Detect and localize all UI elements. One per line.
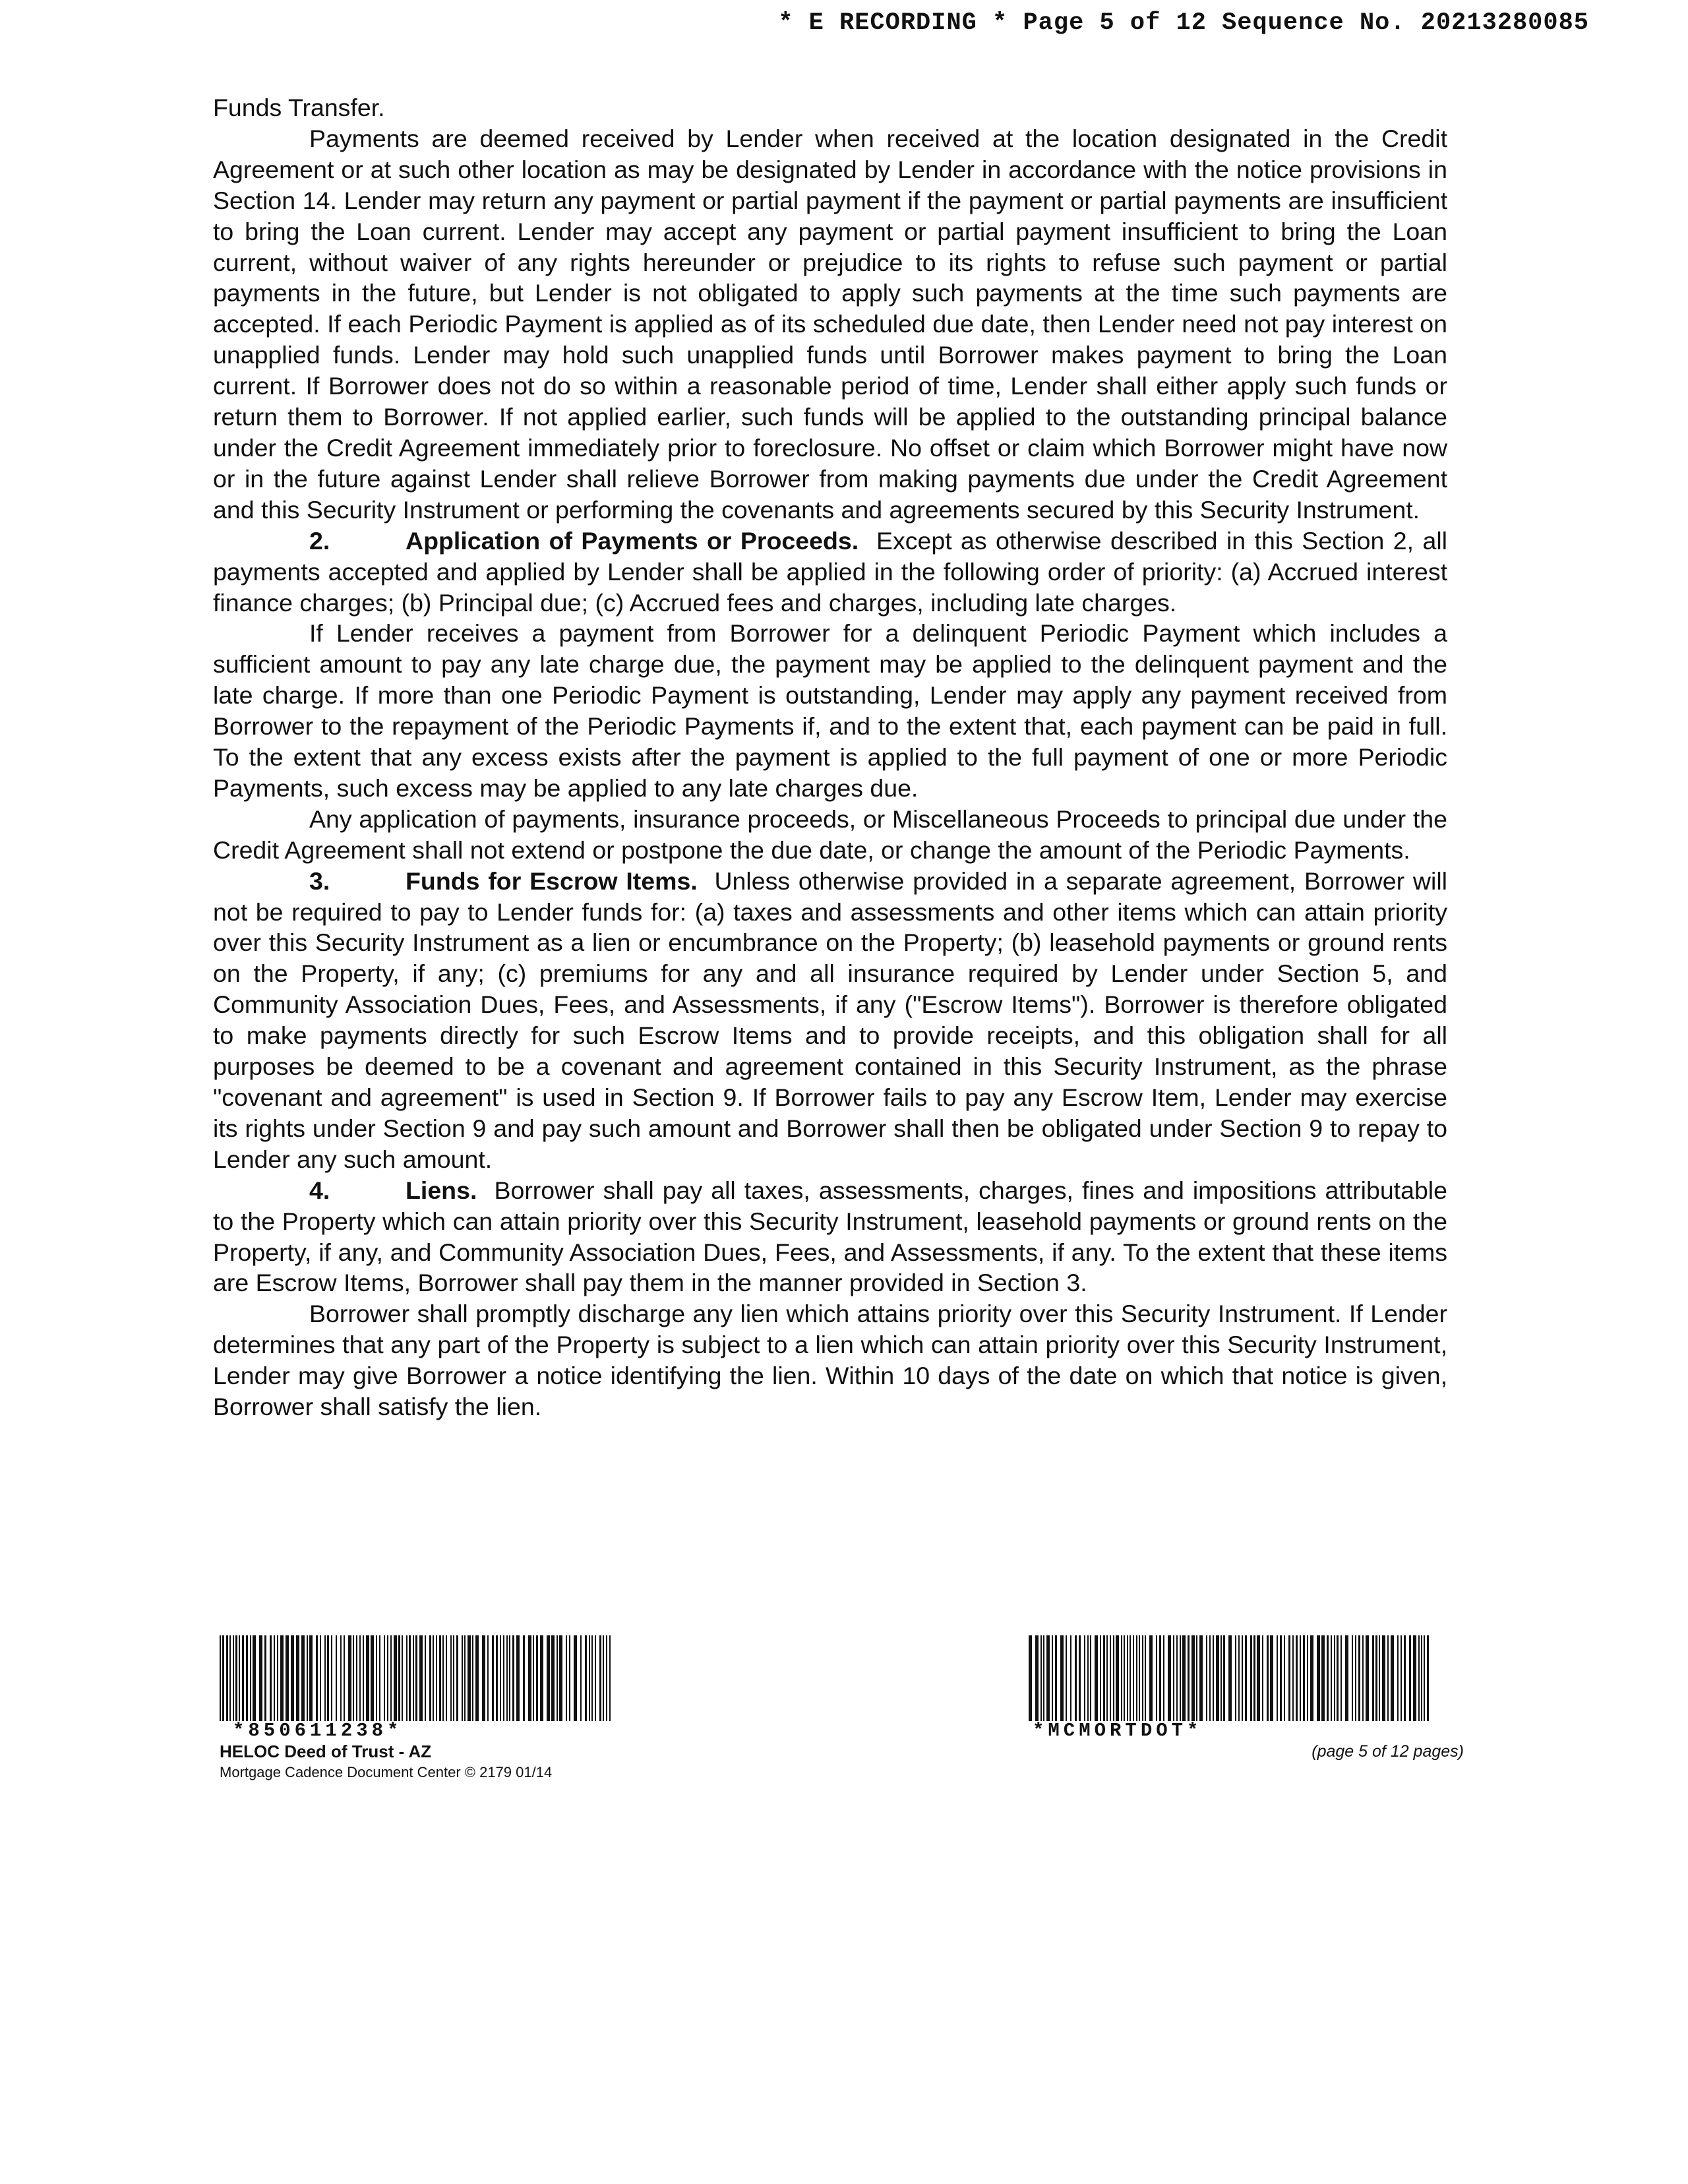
barcode-bar: [1223, 1635, 1225, 1721]
barcode-bar: [1079, 1635, 1081, 1721]
barcode-bar: [467, 1635, 471, 1721]
paragraph-funds-transfer: Funds Transfer.: [213, 94, 385, 121]
barcode-bar: [340, 1635, 342, 1721]
barcode-bar: [1250, 1635, 1252, 1721]
barcode-bar: [1066, 1635, 1067, 1721]
page-note: (page 5 of 12 pages): [1311, 1742, 1464, 1761]
barcode-bar: [402, 1635, 403, 1721]
barcode-bar: [1216, 1635, 1219, 1721]
barcode-bar: [1397, 1635, 1399, 1721]
barcode-bar: [1209, 1635, 1211, 1721]
barcode-bar: [320, 1635, 321, 1721]
barcode-bar: [1173, 1635, 1174, 1721]
barcode-bar: [419, 1635, 423, 1721]
barcode-bar: [1084, 1635, 1085, 1721]
barcode-bar: [1235, 1635, 1236, 1721]
barcode-bar: [1103, 1635, 1105, 1721]
barcode-bar: [1245, 1635, 1247, 1721]
barcode-bar: [229, 1635, 231, 1721]
barcode-bar: [406, 1635, 407, 1721]
barcode-bar: [569, 1635, 570, 1721]
barcode-bar: [1142, 1635, 1143, 1721]
barcode-bar: [1424, 1635, 1425, 1721]
barcode-bar: [1095, 1635, 1098, 1721]
barcode-bar: [506, 1635, 508, 1721]
barcode-bar: [398, 1635, 400, 1721]
recording-header: * E RECORDING * Page 5 of 12 Sequence No. 20213280085: [778, 9, 1589, 37]
barcode-bar: [1355, 1635, 1356, 1721]
barcode-bar: [242, 1635, 244, 1721]
barcode-bar: [1345, 1635, 1348, 1721]
barcode-bar: [239, 1635, 240, 1721]
barcode-bar: [1163, 1635, 1164, 1721]
barcode-bar: [1280, 1635, 1282, 1721]
barcode-bar: [536, 1635, 538, 1721]
section-text: Except as otherwise described in this Section 2, all payments accepted and applied by Lender shall be applied in the following order of priority: (a) Accrued interest finance charges; (b) Principal due; (c) Accrued fees and charges, including late charges.: [213, 526, 1447, 617]
paragraph-lien-discharge: Borrower shall promptly discharge any lien which attains priority over this Security Instrument. If Lender determines that any part of the Property is subject to a lien which can attain priority over this Security Instrument, Lender may give Borrower a notice identifying the lien. Within 10 days of the date on which that notice is given, Borrower shall satisfy the lien.: [213, 1300, 1447, 1421]
barcode-bar: [1136, 1635, 1137, 1721]
barcode-bar: [1382, 1635, 1385, 1721]
barcode-bar: [1176, 1635, 1178, 1721]
barcode-bar: [1228, 1635, 1232, 1721]
form-title: HELOC Deed of Trust - AZ: [220, 1742, 432, 1761]
barcode-bar: [1358, 1635, 1360, 1721]
barcode-bar: [413, 1635, 414, 1721]
barcode-bar: [1168, 1635, 1171, 1721]
barcode-bar: [1060, 1635, 1064, 1721]
section-number: 4.: [309, 1176, 330, 1204]
document-body: [213, 92, 1447, 1422]
barcode-bar: [366, 1635, 369, 1721]
barcode-bar: [1321, 1635, 1325, 1721]
barcode-bar: [286, 1635, 289, 1721]
barcode-bar: [291, 1635, 294, 1721]
barcode-bar: [1127, 1635, 1128, 1721]
barcode-bar: [1401, 1635, 1402, 1721]
barcode-bar: [1341, 1635, 1342, 1721]
barcode-bar: [1375, 1635, 1377, 1721]
barcode-bar: [348, 1635, 351, 1721]
barcode-bar: [1139, 1635, 1140, 1721]
barcode-bar: [609, 1635, 611, 1721]
barcode-bar: [1267, 1635, 1269, 1721]
barcode-bar: [472, 1635, 473, 1721]
barcode-bar: [353, 1635, 354, 1721]
barcode-bar: [331, 1635, 332, 1721]
footer-left: [220, 1635, 628, 1784]
barcode-bar: [409, 1635, 411, 1721]
barcode-bar: [1362, 1635, 1364, 1721]
section-text: Borrower shall pay all taxes, assessments, charges, fines and impositions attributable to the Property which can attain priority over this Security Instrument, leasehold payments or ground rents on the Property, if any, and Community Association Dues, Fees, and Assessments, if any. To the extent that these items are Escrow Items, Borrower shall pay them in the manner provided in Section 3.: [213, 1176, 1447, 1297]
barcode-bar: [1191, 1635, 1195, 1721]
barcode-bar: [280, 1635, 284, 1721]
barcode-bar: [1149, 1635, 1153, 1721]
barcode-bar: [316, 1635, 318, 1721]
barcode-bar: [1296, 1635, 1298, 1721]
barcode-bar: [603, 1635, 604, 1721]
section-title: Liens.: [406, 1176, 477, 1204]
barcode-bar: [580, 1635, 582, 1721]
barcode-bar: [1409, 1635, 1411, 1721]
barcode-bar: [1182, 1635, 1186, 1721]
barcode-bar: [1113, 1635, 1114, 1721]
barcode-bar: [559, 1635, 562, 1721]
barcode-bar: [1052, 1635, 1053, 1721]
section-text: Unless otherwise provided in a separate agreement, Borrower will not be required to pay to Lender funds for: (a) taxes and assessments and other items which can attain priority over this Security Instrument as a lien or encumbrance on the Property; (b) leasehold payments or ground rents on the Property, if any; (c) premiums for any and all insurance required by Lender under Section 5, and Community Association Dues, Fees, and Assessments, if any ("Escrow Items"). Borrower is therefore obligated to make payments directly for such Escrow Items and to provide receipts, and this obligation shall for all purposes be deemed to be a covenant and agreement contained in this Security Instrument, as the phrase "covenant and agreement" is used in Section 9. If Borrower fails to pay any Escrow Item, Lender may exercise its rights under Section 9 and pay such amount and Borrower shall then be obligated under Section 9 to repay to Lender any such amount.: [213, 866, 1448, 1173]
barcode-bar: [599, 1635, 601, 1721]
barcode-bar: [512, 1635, 514, 1721]
paragraph-application-of-proceeds: Any application of payments, insurance proceeds, or Miscellaneous Proceeds to principal due under the Credit Agreement shall not extend or postpone the due date, or change the amount of the Periodic Payments.: [213, 804, 1447, 864]
barcode-bar: [1188, 1635, 1190, 1721]
barcode-bar: [1221, 1635, 1222, 1721]
barcode-bar: [220, 1635, 221, 1721]
barcode-bar: [1413, 1635, 1416, 1721]
paragraph-payments-received: Payments are deemed received by Lender when received at the location designated in the Credit Agreement or at such other location as may be designated by Lender in accordance with the notice provisions in Section 14. Lender may return any payment or partial payment if the payment or partial payments are insufficient to bring the Loan current. Lender may accept any payment or partial payment insufficient to bring the Loan current, without waiver of any rights hereunder or prejudice to its rights to refuse such payment or partial payments in the future, but Lender is not obligated to apply such payments at the time such payments are accepted. If each Periodic Payment is applied as of its scheduled due date, then Lender need not pay interest on unapplied funds. Lender may hold such unapplied funds until Borrower makes payment to bring the Loan current. If Borrower does not do so within a reasonable period of time, Lender shall either apply such funds or return them to Borrower. If not applied earlier, such funds will be applied to the outstanding principal balance under the Credit Agreement immediately prior to foreclosure. No offset or claim which Borrower might have now or in the future against Lender shall relieve Borrower from making payments due under the Credit Agreement and this Security Instrument or performing the covenants and agreements secured by this Security Instrument.: [213, 124, 1447, 524]
barcode-bar: [551, 1635, 555, 1721]
barcode-bar: [1206, 1635, 1207, 1721]
barcode-bar: [327, 1635, 329, 1721]
barcode-bar: [1387, 1635, 1389, 1721]
barcode-bar: [1090, 1635, 1091, 1721]
barcode-bar: [492, 1635, 494, 1721]
barcode-bar: [1334, 1635, 1335, 1721]
barcode-bar: [1159, 1635, 1161, 1721]
form-source: Mortgage Cadence Document Center © 2179 01/14: [220, 1764, 553, 1780]
barcode-bar: [246, 1635, 248, 1721]
barcode-bar: [1404, 1635, 1406, 1721]
barcode-bar: [277, 1635, 278, 1721]
barcode-bar: [415, 1635, 417, 1721]
barcode-bar: [1331, 1635, 1332, 1721]
barcode-bar: [1327, 1635, 1329, 1721]
barcode-bar: [387, 1635, 388, 1721]
barcode-bar: [259, 1635, 262, 1721]
barcode-bar: [487, 1635, 489, 1721]
barcode-bar: [1213, 1635, 1214, 1721]
barcode-bar: [528, 1635, 531, 1721]
barcode-bar: [1352, 1635, 1353, 1721]
barcode-bar: [1043, 1635, 1044, 1721]
barcode-bar: [222, 1635, 224, 1721]
barcode-bar: [557, 1635, 558, 1721]
barcode-bar: [1427, 1635, 1429, 1721]
barcode-bar: [1253, 1635, 1255, 1721]
barcode-bar: [250, 1635, 251, 1721]
barcode-bar: [296, 1635, 299, 1721]
barcode-bar: [595, 1635, 596, 1721]
barcode-bar: [1145, 1635, 1146, 1721]
barcode-bar: [425, 1635, 426, 1721]
barcode-bar: [1121, 1635, 1122, 1721]
barcode-bar: [1277, 1635, 1278, 1721]
barcode-bar: [1087, 1635, 1089, 1721]
barcode-bar: [450, 1635, 452, 1721]
barcode-bar: [589, 1635, 590, 1721]
barcode-bar: [371, 1635, 374, 1721]
barcode-bar: [1284, 1635, 1285, 1721]
barcode-bar: [1110, 1635, 1111, 1721]
barcode-bar: [516, 1635, 520, 1721]
barcode-bar: [547, 1635, 550, 1721]
barcode-bar: [439, 1635, 441, 1721]
barcode-bar: [1055, 1635, 1057, 1721]
barcode-bar: [574, 1635, 577, 1721]
section-title: Application of Payments or Proceeds.: [406, 526, 859, 555]
barcode-bar: [540, 1635, 543, 1721]
barcode-bar: [1130, 1635, 1131, 1721]
barcode-bar: [500, 1635, 501, 1721]
barcode-bar: [384, 1635, 385, 1721]
barcode-bar: [585, 1635, 587, 1721]
paragraph-delinquent-payment: If Lender receives a payment from Borrower for a delinquent Periodic Payment which includes a sufficient amount to pay any late charge due, the payment may be applied to the delinquent payment and the late charge. If more than one Periodic Payment is outstanding, Lender may apply any payment received from Borrower to the repayment of the Periodic Payments if, and to the extent that, each payment can be paid in full. To the extent that any excess exists after the payment is applied to the full payment of one or more Periodic Payments, such excess may be applied to any late charges due.: [213, 619, 1447, 802]
barcode-bar: [270, 1635, 272, 1721]
barcode-bar: [1040, 1635, 1042, 1721]
barcode-bar: [1391, 1635, 1394, 1721]
section-2: [213, 526, 1447, 619]
barcode-bar: [356, 1635, 357, 1721]
barcode-bar: [1046, 1635, 1050, 1721]
barcode-bar: [462, 1635, 463, 1721]
barcode-bar: [1257, 1635, 1260, 1721]
barcode-bar: [475, 1635, 479, 1721]
barcode-bar: [1124, 1635, 1125, 1721]
barcode-bar: [442, 1635, 444, 1721]
barcode-bar: [1262, 1635, 1263, 1721]
barcode-bar: [1106, 1635, 1108, 1721]
barcode-bar: [436, 1635, 437, 1721]
barcode-bar: [523, 1635, 525, 1721]
section-number: 3.: [309, 866, 330, 895]
section-3: [213, 866, 1447, 1175]
barcode-bar: [264, 1635, 266, 1721]
barcode-bar: [324, 1635, 326, 1721]
barcode-bar: [1180, 1635, 1181, 1721]
barcode-left: [220, 1635, 615, 1721]
barcode-bar: [1317, 1635, 1320, 1721]
barcode-bar: [1075, 1635, 1077, 1721]
barcode-bar: [496, 1635, 498, 1721]
barcode-bar: [1116, 1635, 1119, 1721]
barcode-bar: [1307, 1635, 1308, 1721]
barcode-bar: [226, 1635, 228, 1721]
barcode-bar: [1310, 1635, 1313, 1721]
barcode-bar: [1418, 1635, 1420, 1721]
barcode-bar: [253, 1635, 256, 1721]
section-number: 2.: [309, 526, 330, 555]
barcode-left-text: *850611238*: [233, 1720, 403, 1742]
barcode-bar: [509, 1635, 510, 1721]
barcode-bar: [429, 1635, 431, 1721]
barcode-bar: [235, 1635, 237, 1721]
barcode-bar: [591, 1635, 593, 1721]
barcode-bar: [503, 1635, 504, 1721]
barcode-bar: [1337, 1635, 1339, 1721]
barcode-bar: [379, 1635, 380, 1721]
barcode-bar: [344, 1635, 345, 1721]
barcode-bar: [482, 1635, 485, 1721]
footer-right: [1029, 1635, 1464, 1761]
barcode-bar: [533, 1635, 534, 1721]
barcode-bar: [1029, 1635, 1032, 1721]
barcode-bar: [456, 1635, 458, 1721]
barcode-bar: [1303, 1635, 1305, 1721]
section-4: [213, 1175, 1447, 1299]
barcode-bar: [1199, 1635, 1203, 1721]
barcode-bar: [433, 1635, 434, 1721]
barcode-right: [1029, 1635, 1432, 1721]
barcode-bar: [1070, 1635, 1071, 1721]
barcode-bar: [1242, 1635, 1243, 1721]
barcode-bar: [1366, 1635, 1369, 1721]
barcode-bar: [309, 1635, 313, 1721]
barcode-bar: [1270, 1635, 1273, 1721]
barcode-bar: [566, 1635, 567, 1721]
barcode-bar: [1292, 1635, 1294, 1721]
barcode-bar: [1300, 1635, 1301, 1721]
barcode-bar: [376, 1635, 377, 1721]
barcode-bar: [1196, 1635, 1197, 1721]
barcode-bar: [1133, 1635, 1134, 1721]
barcode-bar: [307, 1635, 308, 1721]
barcode-bar: [1035, 1635, 1039, 1721]
barcode-bar: [1421, 1635, 1422, 1721]
barcode-bar: [1379, 1635, 1380, 1721]
barcode-bar: [233, 1635, 234, 1721]
barcode-bar: [274, 1635, 275, 1721]
barcode-bar: [359, 1635, 361, 1721]
barcode-bar: [606, 1635, 607, 1721]
barcode-bar: [1100, 1635, 1101, 1721]
barcode-bar: [390, 1635, 392, 1721]
barcode-bar: [301, 1635, 305, 1721]
barcode-bar: [453, 1635, 454, 1721]
barcode-bar: [336, 1635, 337, 1721]
barcode-bar: [446, 1635, 447, 1721]
barcode-bar: [363, 1635, 364, 1721]
barcode-bar: [464, 1635, 466, 1721]
barcode-bar: [1156, 1635, 1157, 1721]
barcode-bar: [1372, 1635, 1374, 1721]
barcode-bar: [1238, 1635, 1240, 1721]
barcode-bar: [1288, 1635, 1290, 1721]
section-title: Funds for Escrow Items.: [406, 866, 698, 895]
barcode-right-text: *MCMORTDOT*: [1033, 1720, 1203, 1742]
barcode-bar: [394, 1635, 397, 1721]
